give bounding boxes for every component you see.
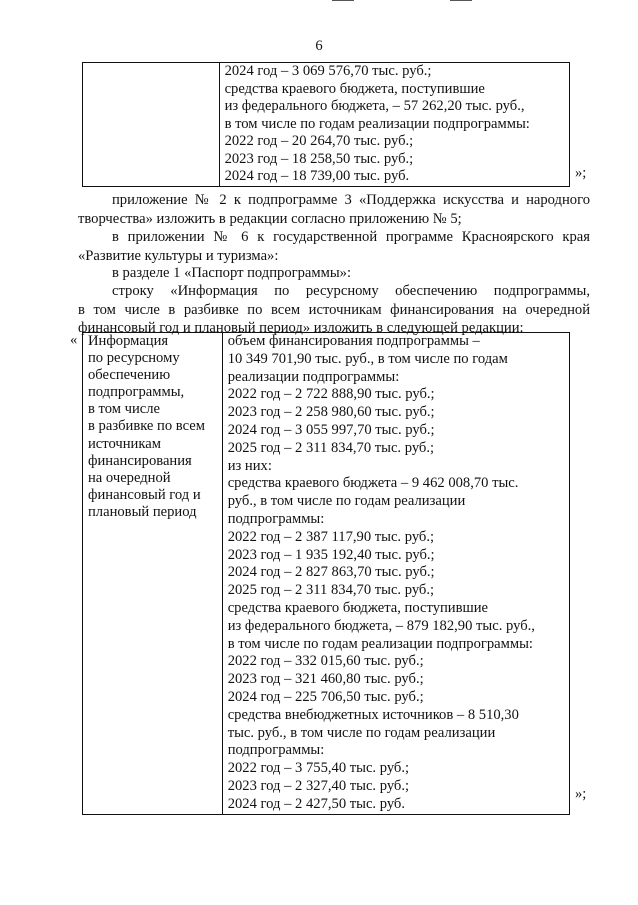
resource-table-left-cell (83, 333, 223, 815)
text-line: в том числе (88, 401, 161, 418)
continued-table-left-cell (83, 63, 220, 187)
paragraph-row-replacement (78, 282, 590, 338)
closing-quote: »; (575, 786, 587, 802)
text-line: в том числе по годам реализации подпрограммы: (227, 635, 533, 652)
text-line: 2023 год – 2 327,40 тыс. руб.; (227, 777, 410, 794)
paragraph-line: творчества» изложить в редакции согласно приложению № 5; (78, 210, 462, 227)
text-line: 2024 год – 225 706,50 тыс. руб.; (227, 688, 424, 705)
page-number: 6 (315, 38, 323, 54)
text-line: средства краевого бюджета, поступившие (224, 80, 485, 97)
text-line: 2023 год – 18 258,50 тыс. руб.; (224, 150, 414, 167)
paragraph-appendix-6 (78, 228, 590, 265)
text-line: 10 349 701,90 тыс. руб., в том числе по годам (227, 350, 508, 367)
resource-table-right-cell (222, 333, 569, 815)
text-line: средства краевого бюджета, поступившие (227, 599, 489, 616)
text-line: 2024 год – 2 827 863,70 тыс. руб.; (227, 564, 435, 581)
text-line: объем финансирования подпрограммы – (227, 333, 480, 349)
paragraph-section-1 (78, 264, 590, 283)
text-line: подпрограммы: (227, 510, 325, 527)
text-line: 2023 год – 321 460,80 тыс. руб.; (227, 671, 424, 688)
continued-table-right-cell (219, 63, 569, 187)
paragraph-line: в разделе 1 «Паспорт подпрограммы»: (112, 265, 352, 281)
text-line: руб., в том числе по годам реализации (227, 493, 466, 510)
text-line: 2022 год – 2 387 117,90 тыс. руб.; (227, 528, 435, 545)
text-line: на очередной (88, 469, 171, 486)
text-line: подпрограммы: (227, 742, 325, 759)
closing-quote: »; (575, 165, 587, 181)
t2-left-lines (88, 333, 222, 521)
text-line: реализации подпрограммы: (227, 368, 400, 385)
text-line: 2023 год – 1 935 192,40 тыс. руб.; (227, 546, 435, 563)
text-line: 2024 год – 3 055 997,70 тыс. руб.; (227, 421, 435, 438)
text-line: 2022 год – 2 722 888,90 тыс. руб.; (227, 386, 435, 403)
text-line: 2024 год – 3 069 576,70 тыс. руб.; (224, 63, 432, 79)
text-line: Информация (88, 333, 169, 349)
text-line: 2022 год – 20 264,70 тыс. руб.; (224, 133, 414, 149)
text-line: в том числе по годам реализации подпрограммы: (224, 115, 530, 132)
text-line: из федерального бюджета, – 879 182,90 тыс. руб., (227, 617, 535, 634)
text-line: 2025 год – 2 311 834,70 тыс. руб.; (227, 439, 435, 456)
text-line: финансовый год и (88, 486, 201, 503)
text-line: источникам (88, 435, 161, 452)
text-line: средства краевого бюджета – 9 462 008,70 тыс. (227, 475, 519, 492)
paragraph-line: в приложении № 6 к государственной программе Красноярского края (112, 229, 590, 245)
text-line: из федерального бюджета, – 57 262,20 тыс. руб., (224, 98, 525, 114)
text-line: 2025 год – 2 311 834,70 тыс. руб.; (227, 582, 435, 599)
paragraph-line: финансовый год и плановый период» изложить в следующей редакции: (78, 320, 524, 336)
text-line: из них: (227, 457, 272, 474)
paragraph-line: в том числе в разбивке по всем источникам финансирования на очередной (78, 301, 590, 318)
text-line: подпрограммы, (88, 384, 185, 401)
text-line: тыс. руб., в том числе по годам реализации (227, 724, 496, 741)
text-line: в разбивке по всем (88, 418, 205, 435)
text-line: по ресурсному (88, 350, 180, 367)
text-line: плановый период (88, 503, 197, 520)
paragraph-line: строку «Информация по ресурсному обеспечению подпрограммы, (112, 283, 590, 299)
header-scan-marks (332, 0, 472, 3)
t1-right-lines (225, 63, 569, 186)
text-line: финансирования (88, 452, 192, 469)
text-line: 2022 год – 3 755,40 тыс. руб.; (227, 760, 410, 777)
text-line: 2024 год – 2 427,50 тыс. руб. (227, 795, 406, 812)
text-line: 2023 год – 2 258 980,60 тыс. руб.; (227, 404, 435, 421)
paragraph-appendix-2 (78, 191, 590, 228)
opening-quote: « (70, 332, 78, 348)
t2-right-lines (228, 333, 569, 814)
paragraph-line: приложение № 2 к подпрограмме 3 «Поддержка искусства и народного (112, 192, 590, 208)
text-line: средства внебюджетных источников – 8 510,30 (227, 706, 519, 723)
paragraph-line: «Развитие культуры и туризма»: (78, 247, 279, 264)
text-line: 2022 год – 332 015,60 тыс. руб.; (227, 653, 424, 670)
continued-table (82, 62, 570, 187)
resource-table (82, 332, 570, 815)
text-line: 2024 год – 18 739,00 тыс. руб. (224, 168, 410, 184)
text-line: обеспечению (88, 367, 171, 384)
